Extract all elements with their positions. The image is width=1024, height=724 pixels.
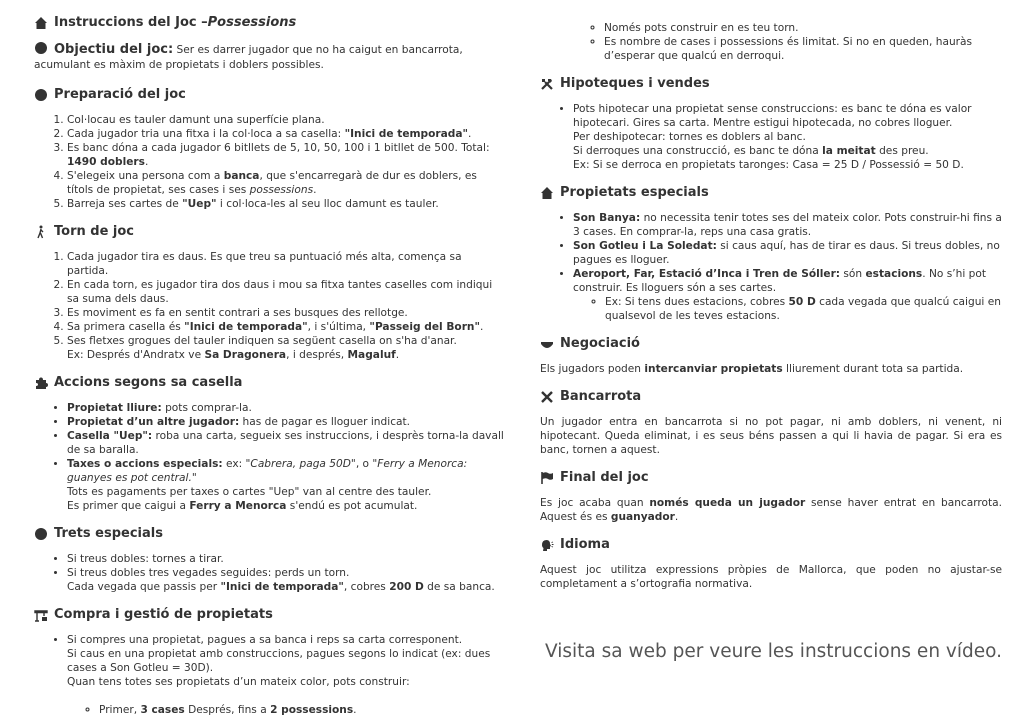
bankruptcy-heading: [540, 389, 1002, 405]
buying-heading-text: Compra i gestió de propietats: [54, 607, 273, 622]
language-heading-text: Idioma: [560, 537, 610, 552]
special-rolls-heading: [34, 526, 504, 542]
list-item: 5. Ses fletxes grogues del tauler indiquen sa següent casella on s'ha d'anar. Ex: Després d'Andratx ve Sa Dragonera, i després, Magaluf.: [67, 334, 504, 362]
actions-list: [34, 401, 504, 513]
list-item: 3. Es banc dóna a cada jugador 6 bitllets de 5, 10, 50, 100 i 1 bitllet de 500. Total: 1490 doblers.: [67, 141, 504, 169]
list-item: 1. Cada jugador tira es daus. Es que treu sa puntuació més alta, comença sa partida.: [67, 250, 504, 278]
turn-heading-text: Torn de joc: [54, 224, 135, 239]
list-item: 2. En cada torn, es jugador tira dos daus i mou sa fitxa tantes caselles com indiqui sa suma dels daus.: [67, 278, 504, 306]
actions-heading-text: Accions segons sa casella: [54, 375, 243, 390]
list-item: • Propietat lliure: pots comprar-la.: [67, 401, 504, 415]
list-item: • Si treus dobles tres vegades seguides: perds un torn. Cada vegada que passis per "Inici de temporada", cobres 200 D de sa banca.: [67, 566, 504, 594]
list-item: 5. Barreja ses cartes de "Uep" i col·loca-les al seu lloc damunt es tauler.: [67, 197, 504, 211]
preparation-heading: [34, 87, 504, 103]
title-main: Instruccions del Joc –: [54, 15, 208, 30]
puzzle-icon: [34, 376, 48, 390]
page-title: [34, 15, 504, 31]
sublist-item: ◦ Ex: Si tens dues estacions, cobres 50 D cada vegada que qualcú caigui en qualsevol de les teves estacions.: [605, 295, 1002, 323]
walking-person-icon: [34, 225, 48, 239]
negotiation-text: Els jugadors poden intercanviar propietats lliurement durant tota sa partida.: [540, 363, 964, 375]
left-column: [34, 0, 504, 717]
sublist-item: ◦ Només pots construir en es teu torn.: [604, 21, 1002, 35]
bankruptcy-text: Un jugador entra en bancarrota si no pot pagar, ni amb doblers, ni venent, ni hipotecant. Queda eliminat, i es seus béns passen a qui li havia de pagar. Si era es banc, tornen a aquest.: [540, 416, 1002, 456]
turn-list: [34, 250, 504, 362]
list-item: • Son Gotleu i La Soledat: si caus aquí, has de tirar es daus. Si treus dobles, no pagues es lloguer.: [573, 239, 1002, 267]
title-italic: Possessions: [207, 15, 297, 30]
handshake-icon: [540, 337, 554, 351]
buying-sublist: [67, 703, 504, 717]
preparation-list: [34, 113, 504, 211]
turn-heading: [34, 224, 504, 240]
end-text: Es joc acaba quan només queda un jugador sense haver entrat en bancarrota. Aquest és es guanyador.: [540, 497, 1003, 523]
list-item: • Pots hipotecar una propietat sense construccions: es banc te dóna es valor hipotecari. Gires sa carta. Mentre estigui hipotecada, no cobres lloguer. Per deshipotecar: tornes es doblers al banc. Si derroques una construcció, es banc te dóna la meitat des preu. Ex: Si se derroca en propietats taronges: Casa = 25 D / Possessió = 50 D.: [573, 102, 1002, 172]
end-heading: [540, 470, 1002, 486]
sublist-item: ◦ Es nombre de cases i possessions és limitat. Si no en queden, hauràs d’esperar que qualcú en derroqui.: [604, 35, 1002, 63]
mortgage-heading: [540, 76, 1002, 92]
buying-list: [34, 633, 504, 717]
close-x-icon: [540, 390, 554, 404]
special-props-sublist: [573, 295, 1002, 323]
special-rolls-list: [34, 552, 504, 594]
mortgage-list: [540, 102, 1002, 172]
special-props-list: [540, 211, 1002, 323]
list-item: 1. Col·locau es tauler damunt una superfície plana.: [67, 113, 504, 127]
circle-icon: [34, 41, 48, 55]
list-item: • Son Banya: no necessita tenir totes ses del mateix color. Pots construir-hi fins a 3 cases. En comprar-la, reps una casa gratis.: [573, 211, 1002, 239]
language-heading: [540, 537, 1002, 553]
circle-icon: [34, 527, 48, 541]
buying-heading: [34, 607, 504, 623]
construction-icon: [34, 608, 48, 622]
preparation-heading-text: Preparació del joc: [54, 87, 186, 102]
bankruptcy-heading-text: Bancarrota: [560, 389, 642, 404]
list-item: • Aeroport, Far, Estació d’Inca i Tren de Sóller: són estacions. No s’hi pot construir. Es lloguers són a ses cartes. ◦ Ex: Si tens dues estacions, cobres 50 D cada vegada que qualcú caigui en qualsevol de les teves estacions.: [573, 267, 1002, 323]
list-item: • Si compres una propietat, pagues a sa banca i reps sa carta corresponent. Si caus en una propietat amb construccions, pagues segons lo indicat (ex: dues cases a Son Gotleu = 30D). Quan tens totes ses propietats d’un mateix color, pots construir: ◦ Primer, 3 cases Després, fins a 2 possessions.: [67, 633, 504, 717]
video-instructions-link[interactable]: Visita sa web per veure les instruccions en vídeo.: [545, 641, 1003, 662]
mortgage-heading-text: Hipoteques i vendes: [560, 76, 710, 91]
special-props-heading: [540, 185, 1002, 201]
list-item: • Si treus dobles: tornes a tirar.: [67, 552, 504, 566]
circle-icon: [34, 88, 48, 102]
end-heading-text: Final del joc: [560, 470, 649, 485]
list-item: 4. S'elegeix una persona com a banca, que s'encarregarà de dur es doblers, es títols de propietat, ses cases i ses possessions.: [67, 169, 504, 197]
list-item: • Taxes o accions especials: ex: "Cabrera, paga 50D", o "Ferry a Menorca: guanyes es pot central." Tots es pagaments per taxes o cartes "Uep" van al centre des tauler. Es primer que caigui a Ferry a Menorca s'endú es pot acumulat.: [67, 457, 504, 513]
list-item: • Casella "Uep": roba una carta, segueix ses instruccions, i desprès torna-la davall de sa baralla.: [67, 429, 504, 457]
list-item: • Propietat d’un altre jugador: has de pagar es lloguer indicat.: [67, 415, 504, 429]
objective-heading: Objectiu del joc:: [54, 42, 174, 57]
house-icon: [540, 186, 554, 200]
list-item: 4. Sa primera casella és "Inici de temporada", i s'última, "Passeig del Born".: [67, 320, 504, 334]
special-props-heading-text: Propietats especials: [560, 185, 709, 200]
language-text: Aquest joc utilitza expressions pròpies de Mallorca, que poden no ajustar-se completament a s’ortografia normativa.: [540, 564, 1002, 590]
speaking-head-icon: [540, 538, 554, 552]
sublist-item: ◦ Primer, 3 cases Després, fins a 2 possessions.: [99, 703, 504, 717]
buying-sublist-continued: [540, 21, 1002, 63]
right-column: [540, 0, 1002, 663]
actions-heading: [34, 375, 504, 391]
tools-icon: [540, 77, 554, 91]
negotiation-heading-text: Negociació: [560, 336, 640, 351]
negotiation-heading: [540, 336, 1002, 352]
objective-section: [34, 41, 504, 73]
flag-icon: [540, 471, 554, 485]
objective-text: Ser es darrer jugador que no ha caigut en bancarrota, acumulant es màxim de propietats i doblers possibles.: [34, 44, 463, 71]
house-icon: [34, 16, 48, 30]
list-item: 3. Es moviment es fa en sentit contrari a ses busques des rellotge.: [67, 306, 504, 320]
special-rolls-heading-text: Trets especials: [54, 526, 163, 541]
list-item: 2. Cada jugador tria una fitxa i la col·loca a sa casella: "Inici de temporada".: [67, 127, 504, 141]
